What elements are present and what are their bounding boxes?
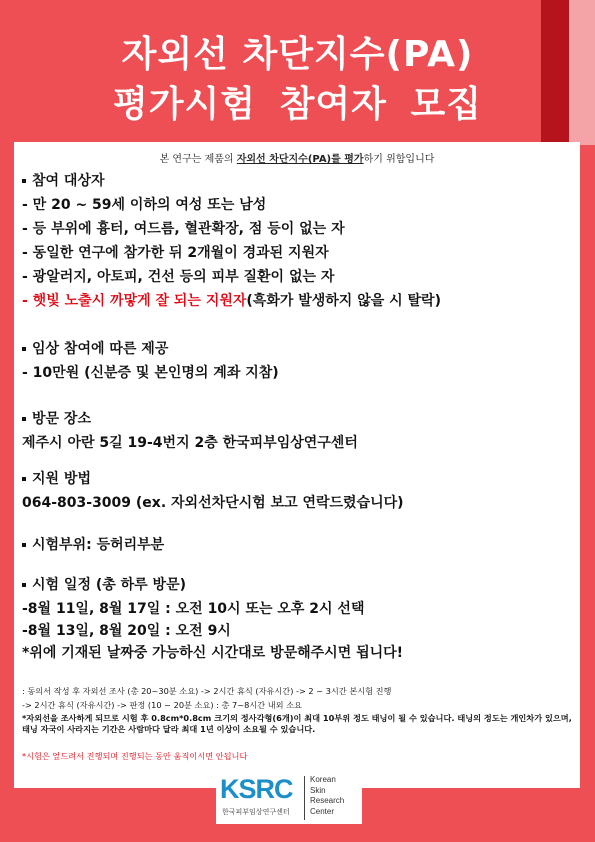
- bullet-icon: [22, 543, 26, 547]
- content-panel: [14, 142, 580, 788]
- logo-english-line: Research: [310, 796, 345, 805]
- eligibility-item: - 광알러지, 아토피, 건선 등의 피부 질환이 없는 자: [22, 269, 335, 285]
- compensation-heading-text: 임상 참여에 따른 제공: [32, 341, 169, 357]
- location-heading: [22, 408, 91, 428]
- bullet-icon: [22, 417, 26, 421]
- ksrc-logo: [216, 772, 362, 824]
- logo-english-line: Skin: [310, 785, 326, 795]
- purpose-prefix: 본 연구는 제품의: [159, 154, 237, 165]
- study-purpose: [14, 150, 580, 165]
- bullet-icon: [22, 477, 26, 481]
- schedule-heading: [22, 574, 186, 594]
- purpose-emphasis: 자외선 차단지수(PA)를 평가: [236, 154, 364, 165]
- bullet-icon: [22, 179, 26, 183]
- logo-mark: KSRC: [220, 774, 293, 804]
- tanning-requirement: - 햇빛 노출시 까맣게 잘 되는 지원자: [22, 293, 247, 309]
- apply-heading: [22, 468, 91, 488]
- title-line-1: 자외선 차단지수(PA): [121, 34, 474, 75]
- logo-english-line: Center: [310, 806, 335, 816]
- logo-english-name: [310, 775, 344, 817]
- logo-korean-name: 한국피부임상연구센터: [222, 808, 290, 816]
- test-area-text: 시험부위: 등허리부분: [32, 537, 165, 553]
- purpose-suffix: 하기 위함입니다: [363, 154, 435, 165]
- procedure-note-1: : 동의서 작성 후 자외선 조사 (총 20~30분 소요) -> 2시간 휴식 (자유시간) -> 2 ~ 3시간 본시험 진행: [22, 686, 392, 696]
- apply-phone: 064-803-3009 (ex. 자외선차단시험 보고 연락드렸습니다): [22, 495, 404, 511]
- compensation-heading: [22, 338, 168, 358]
- schedule-item: -8월 11일, 8월 17일 : 오전 10시 또는 오후 2시 선택: [22, 601, 365, 617]
- schedule-item: -8월 13일, 8월 20일 : 오전 9시: [22, 623, 231, 639]
- logo-divider: [304, 776, 305, 820]
- location-heading-text: 방문 장소: [32, 411, 91, 427]
- eligibility-heading-text: 참여 대상자: [32, 173, 105, 189]
- posture-warning: *시험은 엎드려서 진행되며 진행되는 동안 움직이시면 안됩니다: [22, 751, 248, 761]
- location-address: 제주시 아란 5길 19-4번지 2층 한국피부임상연구센터: [22, 435, 358, 451]
- bullet-icon: [22, 347, 26, 351]
- tanning-warning: *자외선을 조사하게 되므로 시험 후 0.8cm*0.8cm 크기의 정사각형(6개)이 최대 10부위 정도 태닝이 될 수 있습니다. 태닝의 정도는 개인차가 있으며, 태닝 자국이 사라지는 기간은 사람마다 달라 최대 1년 이상이 소요될 수 있습니다.: [22, 713, 572, 734]
- eligibility-item: - 등 부위에 흉터, 여드름, 혈관확장, 점 등이 없는 자: [22, 221, 345, 237]
- title-line-2: 평가시험 참여자 모집: [112, 84, 483, 125]
- eligibility-item: - 만 20 ~ 59세 이하의 여성 또는 남성: [22, 197, 267, 213]
- logo-english-line: Korean: [310, 775, 336, 784]
- poster-title: [0, 30, 595, 130]
- procedure-note-2: -> 2시간 휴식 (자유시간) -> 판정 (10 ~ 20분 소요) : 총 7~8시간 내외 소요: [22, 700, 302, 710]
- schedule-heading-text: 시험 일정 (총 하루 방문): [32, 577, 187, 593]
- eligibility-item: - 동일한 연구에 참가한 뒤 2개월이 경과된 지원자: [22, 245, 329, 261]
- test-area: [22, 534, 164, 554]
- eligibility-item-tanning: [22, 290, 441, 310]
- bullet-icon: [22, 583, 26, 587]
- tanning-note: (흑화가 발생하지 않을 시 탈락): [246, 293, 441, 309]
- eligibility-heading: [22, 170, 105, 190]
- apply-heading-text: 지원 방법: [32, 471, 91, 487]
- schedule-note: *위에 기재된 날짜중 가능하신 시간대로 방문해주시면 됩니다!: [22, 645, 404, 661]
- compensation-item: - 10만원 (신분증 및 본인명의 계좌 지참): [22, 365, 279, 381]
